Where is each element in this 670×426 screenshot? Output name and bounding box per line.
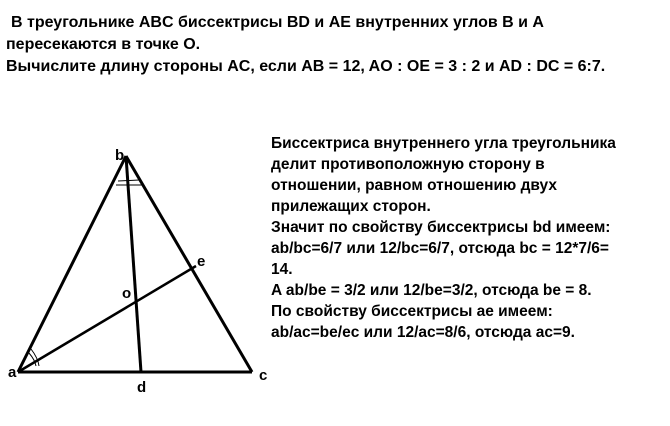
problem-line-2: пересекаются в точке О. (6, 36, 201, 53)
solution-line-10: ab/ac=be/ec или 12/ac=8/6, отсюда ac=9. (271, 324, 575, 341)
bisector-bd (126, 156, 141, 372)
solution-line-7: 14. (271, 261, 293, 278)
solution-line-8: A ab/be = 3/2 или 12/be=3/2, отсюда be = 8. (271, 282, 592, 299)
label-c: c (259, 367, 268, 384)
solution-line-1: Биссектриса внутреннего угла треугольника (271, 135, 616, 152)
solution-line-9: По свойству биссектрисы ae имеем: (271, 303, 553, 320)
label-d: d (137, 379, 147, 396)
label-b: b (115, 147, 125, 164)
solution-text (271, 133, 667, 343)
label-a: a (8, 364, 17, 381)
angle-mark-b-1 (118, 180, 139, 181)
solution-line-6: ab/bc=6/7 или 12/bc=6/7, отсюда bc = 12*7/6= (271, 240, 609, 257)
problem-line-1: В треугольнике ABC биссектрисы BD и AE внутренних углов В и А (11, 14, 544, 31)
solution-line-2: делит противоположную сторону в (271, 156, 545, 173)
side-bc (126, 156, 252, 372)
solution-line-4: прилежащих сторон. (271, 198, 431, 215)
problem-line-3: Вычислите длину стороны AC, если AB = 12, AO : OE = 3 : 2 и AD : DC = 6:7. (6, 58, 606, 75)
label-o: o (122, 285, 132, 302)
solution-line-3: отношении, равном отношению двух (271, 177, 557, 194)
solution-line-5: Значит по свойству биссектрисы bd имеем: (271, 219, 611, 236)
label-e: e (197, 253, 206, 270)
